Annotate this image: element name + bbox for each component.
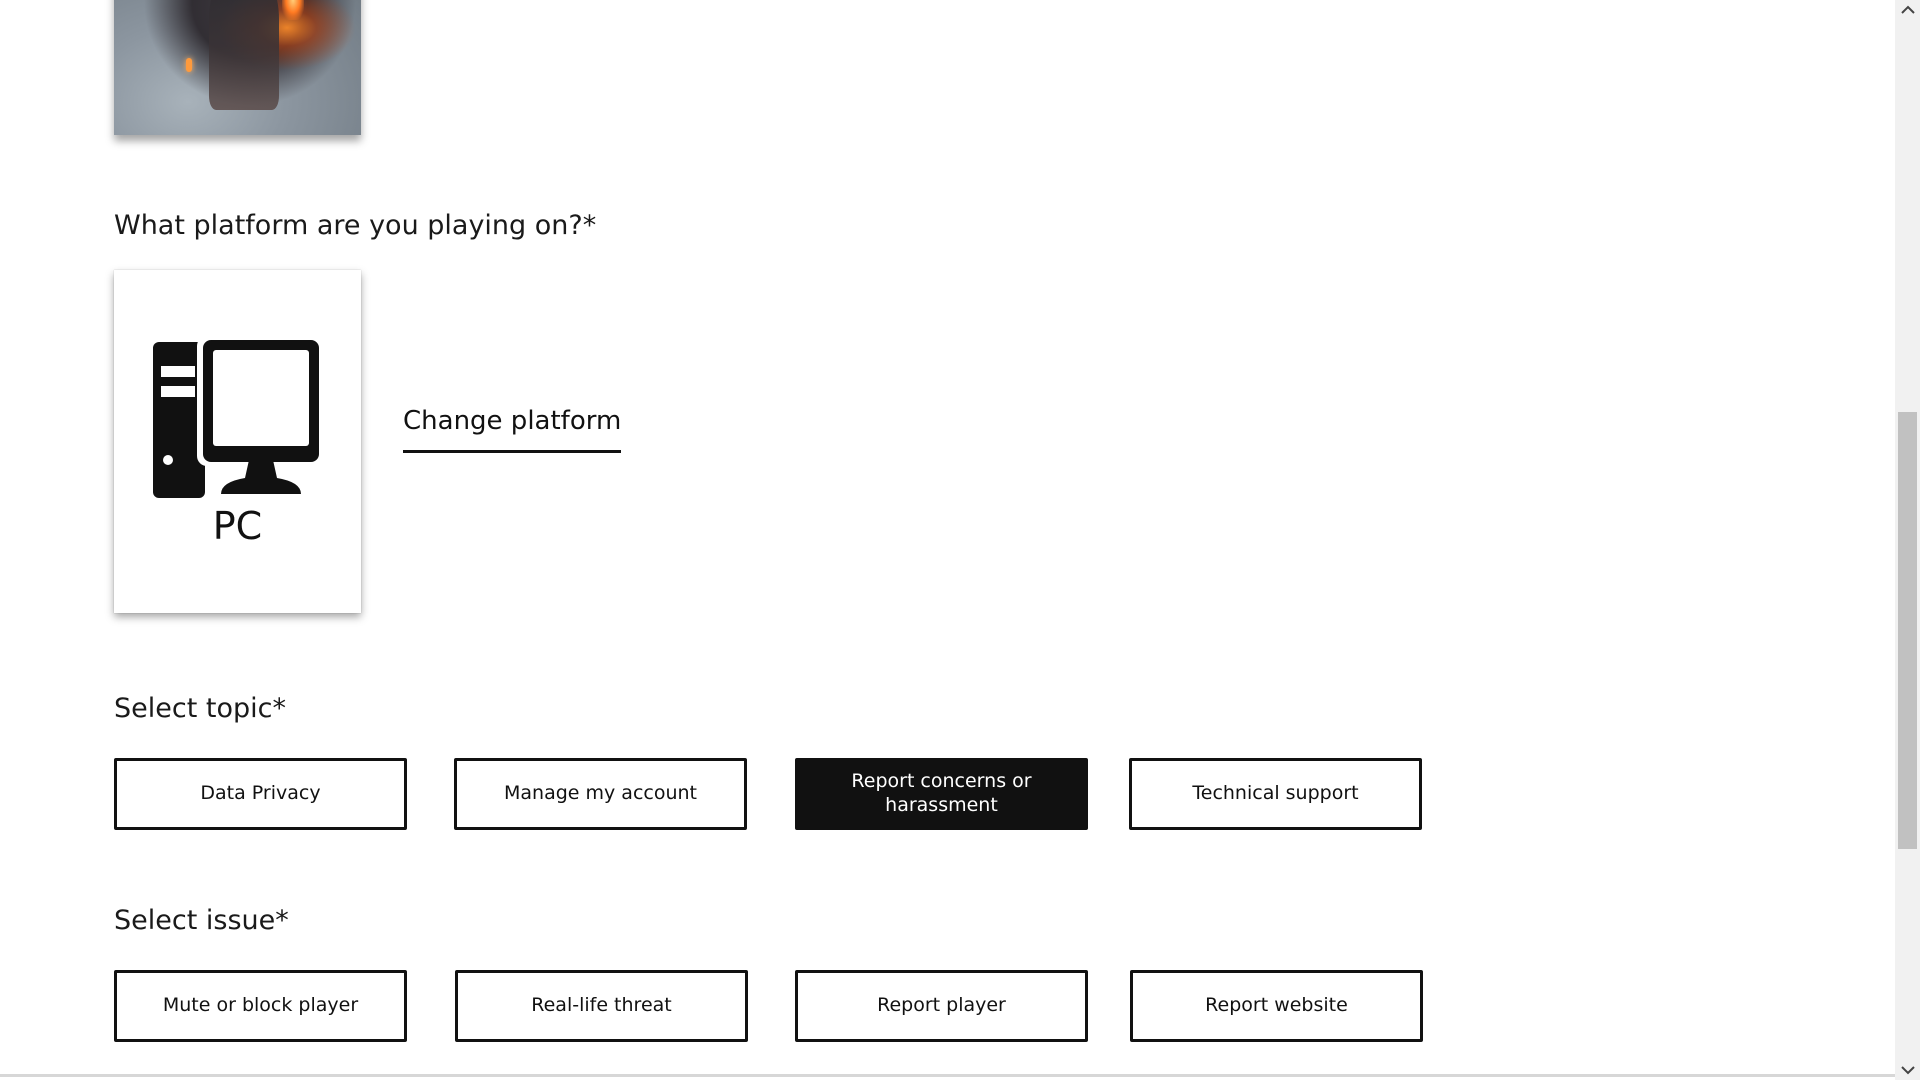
vertical-scrollbar[interactable] bbox=[1895, 0, 1920, 1080]
topic-report-concerns-button[interactable]: Report concerns or harassment bbox=[795, 758, 1088, 830]
soldier-silhouette bbox=[209, 0, 279, 110]
game-cover-image[interactable] bbox=[114, 0, 361, 135]
platform-label: PC bbox=[212, 504, 263, 548]
issue-real-life-threat-button[interactable]: Real-life threat bbox=[455, 970, 748, 1042]
issue-mute-block-button[interactable]: Mute or block player bbox=[114, 970, 407, 1042]
scrollbar-thumb[interactable] bbox=[1898, 412, 1917, 849]
horizontal-divider bbox=[0, 1074, 1895, 1077]
desktop-computer-icon bbox=[151, 336, 323, 502]
select-issue-heading: Select issue* bbox=[114, 905, 289, 936]
change-platform-link[interactable]: Change platform bbox=[403, 406, 621, 453]
platform-card-pc[interactable] bbox=[114, 270, 361, 613]
chevron-down-icon[interactable] bbox=[1895, 1060, 1920, 1080]
issue-report-website-button[interactable]: Report website bbox=[1130, 970, 1423, 1042]
chevron-up-icon[interactable] bbox=[1895, 0, 1920, 20]
platform-question: What platform are you playing on?* bbox=[114, 210, 597, 241]
issue-report-player-button[interactable]: Report player bbox=[795, 970, 1088, 1042]
flame-glow bbox=[282, 0, 304, 20]
select-topic-heading: Select topic* bbox=[114, 693, 286, 724]
ember-spark bbox=[186, 58, 192, 72]
topic-manage-account-button[interactable]: Manage my account bbox=[454, 758, 747, 830]
topic-technical-support-button[interactable]: Technical support bbox=[1129, 758, 1422, 830]
topic-data-privacy-button[interactable]: Data Privacy bbox=[114, 758, 407, 830]
